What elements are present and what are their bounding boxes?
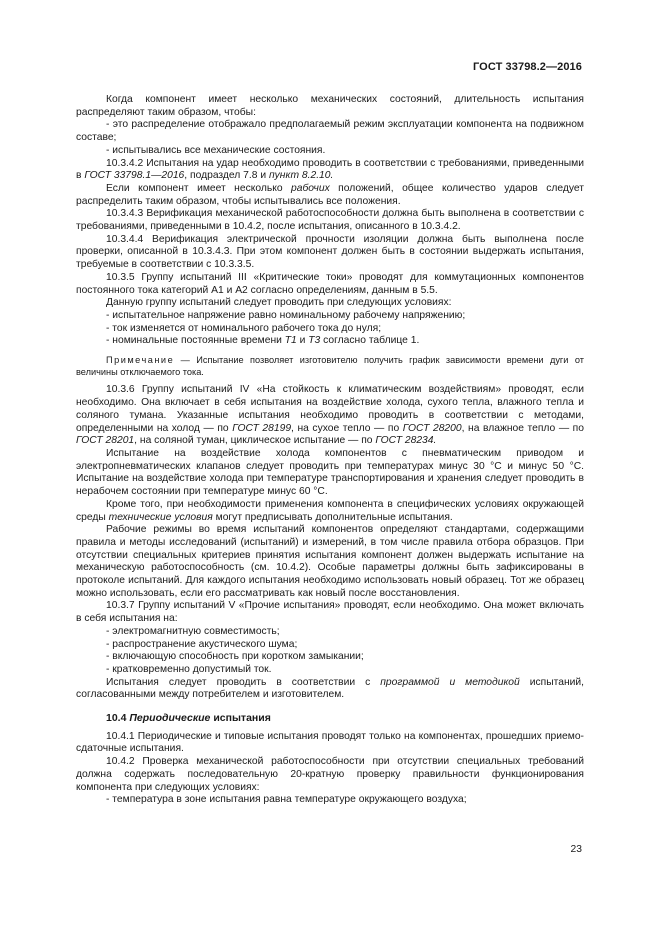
paragraph: 10.3.7 Группу испытаний V «Прочие испытания» проводят, если необходимо. Она может включать в себя испытания на: (76, 600, 584, 625)
paragraph: 10.3.6 Группу испытаний IV «На стойкость к климатическим воздействиям» проводят, если необходимо. Она включает в себя испытания на воздействие холода, сухого тепла, влажного тепла и соляного тумана. Указанные испытания необходимо проводить в соответствии с методами, определенными на холод — по ГОСТ 28199, на сухое тепло — по ГОСТ 28200, на влажное тепло — по ГОСТ 28201, на соляной туман, циклическое испытание — по ГОСТ 28234. (76, 384, 584, 447)
list-item: - включающую способность при коротком замыкании; (106, 651, 364, 663)
paragraph: Испытания следует проводить в соответствии с программой и методикой испытаний, согласованными между потребителем и изготовителем. (76, 676, 584, 701)
document-code-header: ГОСТ 33798.2—2016 (472, 61, 582, 73)
paragraph: 10.4.2 Проверка механической работоспособности при отсутствии специальных требований должна содержать последовательную 20-кратную проверку правильности функционирования компонента при следующих условиях: (76, 756, 584, 793)
document-body (76, 94, 584, 807)
paragraph: Кроме того, при необходимости применения компонента в специфических условиях окружающей среды технические условия могут предписывать дополнительные испытания. (76, 498, 584, 523)
list-item: - температура в зоне испытания равна температуре окружающего воздуха; (106, 794, 467, 806)
paragraph: 10.3.4.4 Верификация электрической прочности изоляции должна быть выполнена после проверки, описанной в 10.3.4.3. При этом компонент должен быть в состоянии выдержать испытания, требуемые в соответствии с 10.3.3.5. (76, 233, 584, 271)
list-item: - распространение акустического шума; (106, 638, 298, 650)
note-label: Примечание (106, 355, 175, 366)
standard-reference: ГОСТ 33798.1—2016 (84, 170, 185, 182)
clause-reference: пункт 8.2.10. (268, 170, 334, 182)
list-item: - ток изменяется от номинального рабочего тока до нуля; (106, 322, 382, 334)
emphasis: технические условия (108, 511, 213, 523)
list-item: - это распределение отображало предполагаемый режим эксплуатации компонента на подвижном составе; (76, 119, 584, 144)
note (76, 354, 584, 378)
paragraph: 10.3.4.3 Верификация механической работоспособности должна быть выполнена в соответствии с требованиями, приведенными в 10.4.2, после испытания, описанного в 10.3.4.2. (76, 208, 584, 233)
paragraph: Когда компонент имеет несколько механических состояний, длительность испытания распределяют таким образом, чтобы: (76, 94, 584, 118)
paragraph: Испытание на воздействие холода компонентов с пневматическим приводом и электропневматических клапанов следует проводить при температурах минус 30 °С и минус 50 °С. Испытание на воздействие холода при температуре транспортирования и хранения следует проводить в нерабочем состоянии при температуре минус 60 °С. (76, 447, 584, 498)
list-item: - номинальные постоянные времени T1 и T3 согласно таблице 1. (106, 335, 420, 347)
emphasis: рабочих (291, 182, 330, 194)
section-heading: 10.4 Периодические испытания (106, 712, 271, 725)
page-number: 23 (570, 844, 582, 855)
list-item: - испытывались все механические состояния. (106, 144, 326, 156)
paragraph: 10.3.5 Группу испытаний III «Критические токи» проводят для коммутационных компонентов постоянного тока категорий А1 и А2 согласно определениям, данным в 5.5. (76, 271, 584, 296)
paragraph: Если компонент имеет несколько рабочих положений, общее количество ударов следует распределить таким образом, чтобы испытывались все положения. (76, 182, 584, 207)
list-item: - электромагнитную совместимость; (106, 625, 280, 637)
paragraph: 10.3.4.2 Испытания на удар необходимо проводить в соответствии с требованиями, приведенными в ГОСТ 33798.1—2016, подраздел 7.8 и пункт 8.2.10. (76, 157, 584, 182)
paragraph: Данную группу испытаний следует проводить при следующих условиях: (106, 297, 452, 309)
note-text: — Испытание позволяет изготовителю получить график зависимости времени дуги от величины отключаемого тока. (76, 355, 584, 378)
list-item: - испытательное напряжение равно номинальному рабочему напряжению; (106, 309, 466, 321)
paragraph: 10.4.1 Периодические и типовые испытания проводят только на компонентах, прошедших приемо-сдаточные испытания. (76, 730, 584, 755)
paragraph: Рабочие режимы во время испытаний компонентов определяют стандартами, содержащими правила и методы исследований (испытаний) и измерений, в том числе правила отбора образцов. При отсутствии специальных критериев принятия испытания компонент должен выдержать испытание на механическую работоспособность (см. 10.4.2). Особые параметры должны быть зафиксированы в протоколе испытаний. Для каждого испытания необходимо использовать новый образец. Тот же образец можно использовать, если его рассматривать как новый после восстановления. (76, 524, 584, 599)
emphasis: программой и методикой (380, 676, 520, 688)
list-item: - кратковременно допустимый ток. (106, 663, 272, 675)
